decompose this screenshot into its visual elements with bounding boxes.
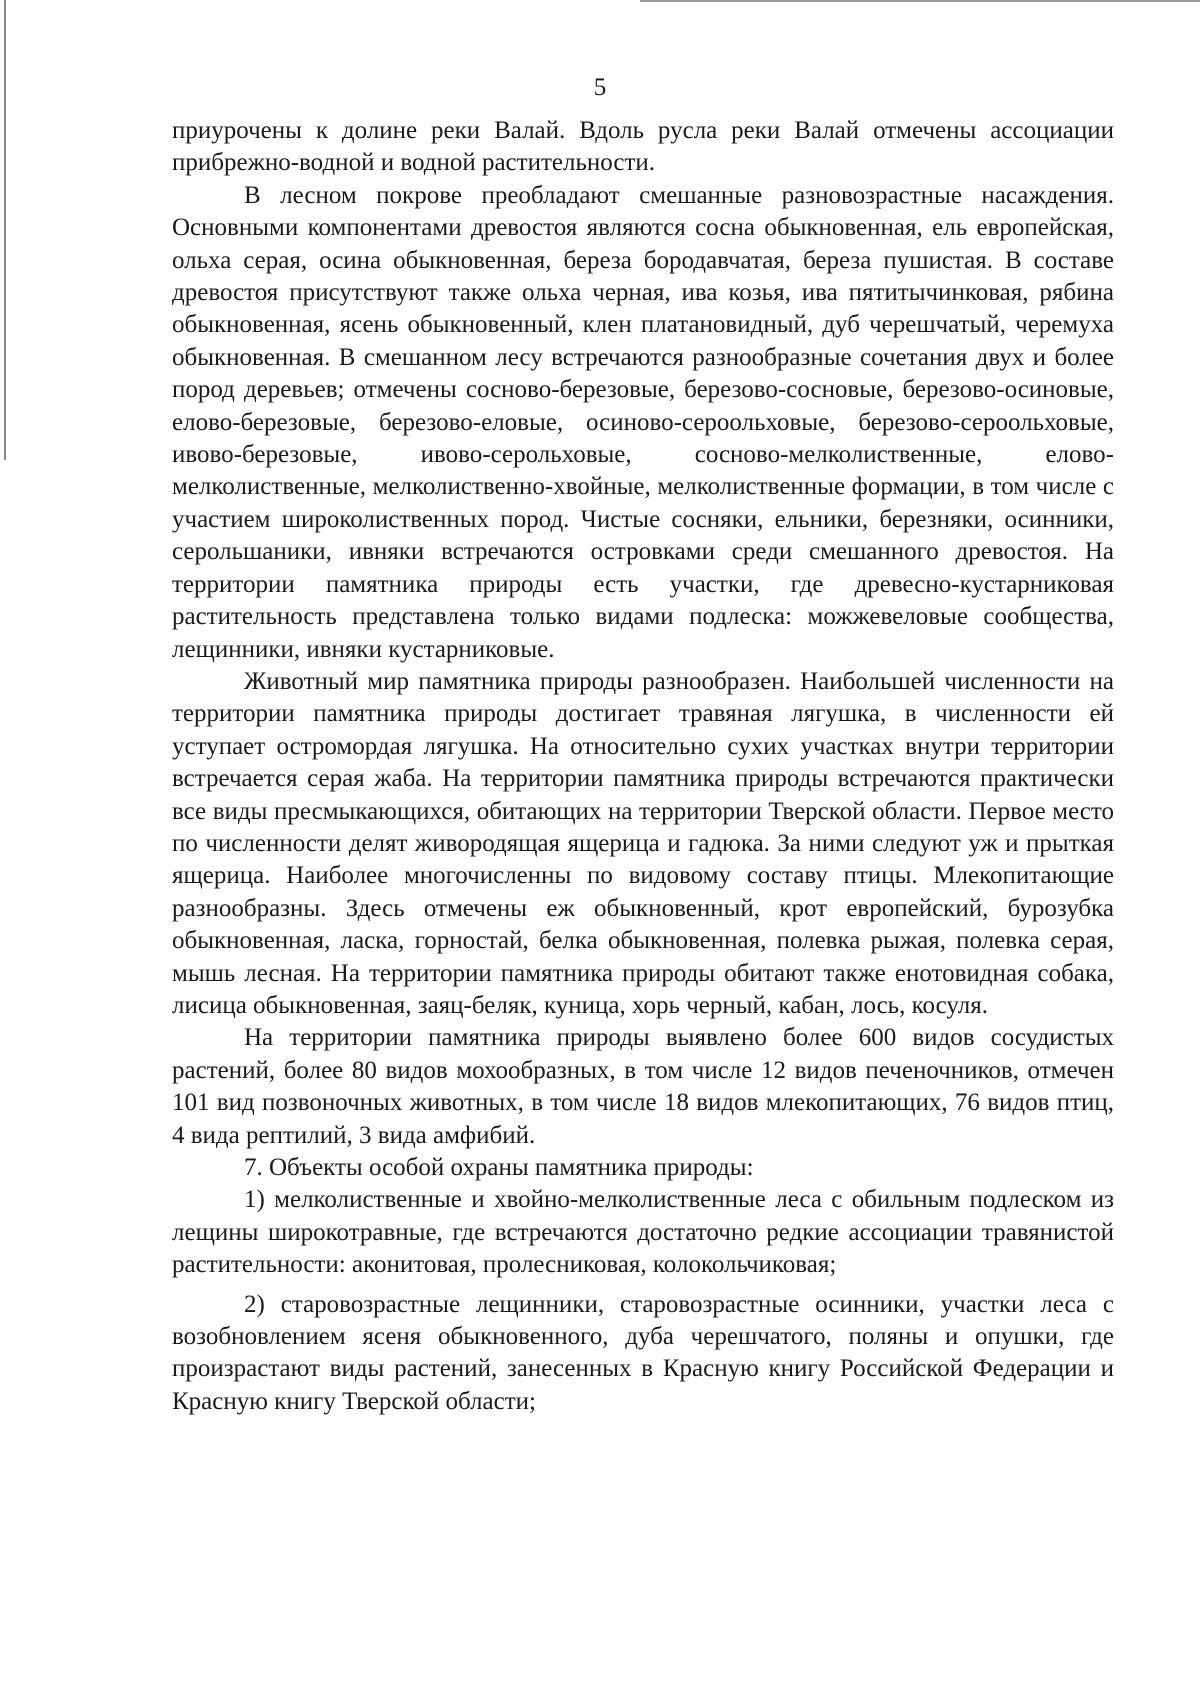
scan-edge-left [4, 0, 6, 460]
section-heading-protected-objects: 7. Объекты особой охраны памятника природы: [244, 1154, 754, 1181]
paragraph-forest-cover: В лесном покрове преобладают смешанные разновозрастные насаждения. Основными компонентами древостоя являются сосна обыкновенная, ель европейская, ольха серая, осина обыкновенная, береза бородавчатая, береза пушистая. В составе древостоя присутствуют также ольха черная, ива козья, ива пятитычинковая, рябина обыкновенная, ясень обыкновенный, клен платановидный, дуб черешчатый, черемуха обыкновенная. В смешанном лесу встречаются разнообразные сочетания двух и более пород деревьев; отмечены сосново-березовые, березово-сосновые, березово-осиновые, елово-березовые, березово-еловые, осиново-сероольховые, березово-сероольховые, ивово-березовые, ивово-серольховые, сосново-мелколиственные, елово-мелколиственные, мелколиственно-хвойные, мелколиственные формации, в том числе с участием широколиственных пород. Чистые сосняки, ельники, березняки, осинники, серольшаники, ивняки встречаются островками среди смешанного древостоя. На территории памятника природы есть участки, где древесно-кустарниковая растительность представлена только видами подлеска: можжевеловые сообщества, лещинники, ивняки кустарниковые. [172, 181, 1114, 663]
list-item-1: 1) мелколиственные и хвойно-мелколиственные леса с обильным подлеском из лещины широкотравные, где встречаются достаточно редкие ассоциации травянистой растительности: аконитовая, пролесниковая, колокольчиковая; [172, 1186, 1114, 1279]
paragraph-species-counts: На территории памятника природы выявлено более 600 видов сосудистых растений, более 80 видов мохообразных, в том числе 12 видов печеночников, отмечен 101 вид позвоночных животных, в том числе 18 видов млекопитающих, 76 видов птиц, 4 вида рептилий, 3 вида амфибий. [172, 1024, 1114, 1149]
scan-edge-top [640, 0, 1200, 2]
page-number: 5 [593, 74, 607, 101]
paragraph-fauna: Животный мир памятника природы разнообразен. Наибольшей численности на территории памятника природы достигает травяная лягушка, в численности ей уступает остромордая лягушка. На относительно сухих участках внутри территории встречается серая жаба. На территории памятника природы встречаются практически все виды пресмыкающихся, обитающих на территории Тверской области. Первое место по численности делят живородящая ящерица и гадюка. За ними следуют уж и прыткая ящерица. Наиболее многочисленны по видовому составу птицы. Млекопитающие разнообразны. Здесь отмечены еж обыкновенный, крот европейский, бурозубка обыкновенная, ласка, горностай, белка обыкновенная, полевка рыжая, полевка серая, мышь лесная. На территории памятника природы обитают также енотовидная собака, лисица обыкновенная, заяц-беляк, куница, хорь черный, кабан, лось, косуля. [172, 667, 1114, 1019]
paragraph-valai-river: приурочены к долине реки Валай. Вдоль русла реки Валай отмечены ассоциации прибрежно-водной и водной растительности. [172, 117, 1114, 177]
list-item-2: 2) старовозрастные лещинники, старовозрастные осинники, участки леса с возобновлением ясеня обыкновенного, дуба черешчатого, поляны и опушки, где произрастают виды растений, занесенных в Красную книгу Российской Федерации и Красную книгу Тверской области; [172, 1290, 1114, 1415]
document-body [172, 115, 1114, 1418]
